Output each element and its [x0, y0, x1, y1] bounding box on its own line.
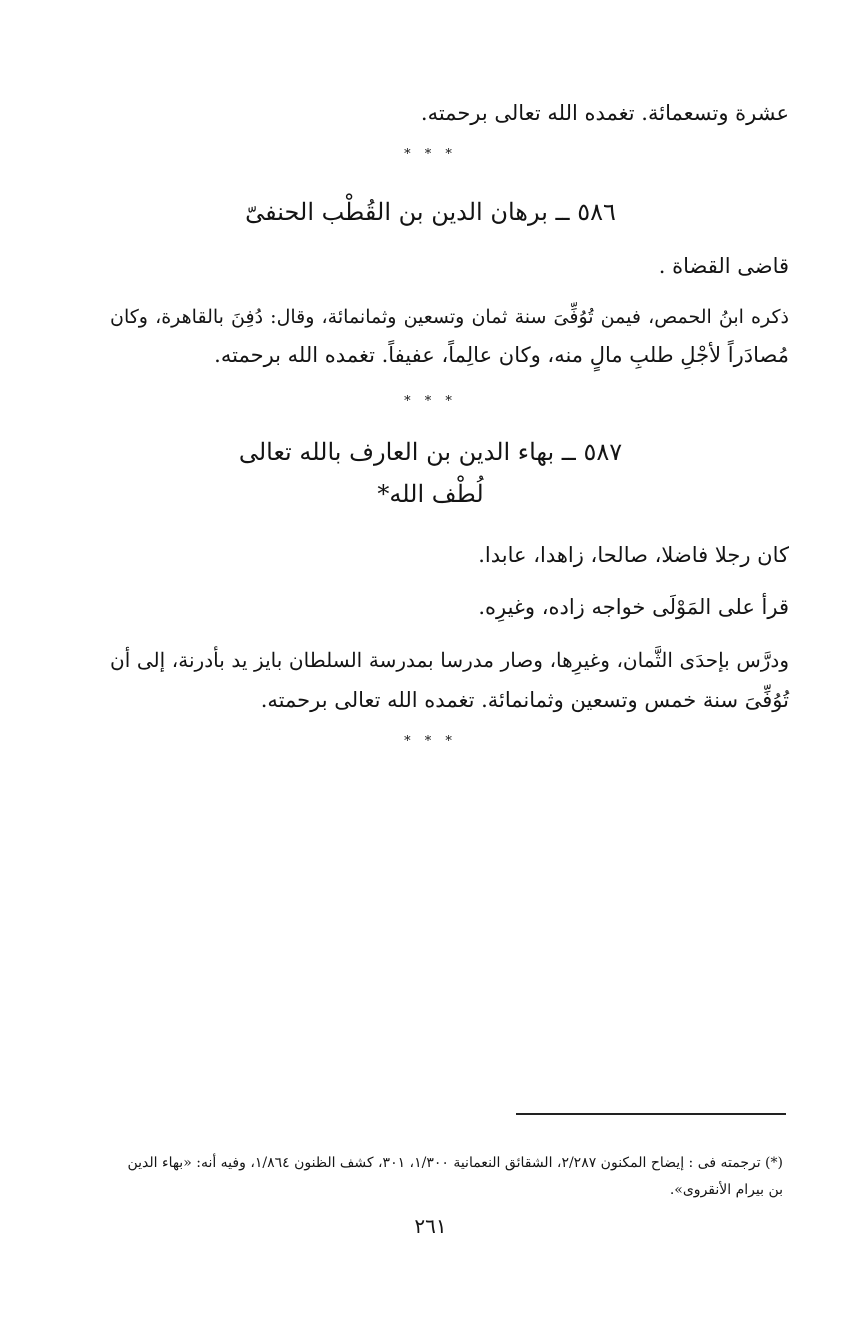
entry-587-paragraph-line-2: تُوُفِّىَ سنة خمس وتسعين وثمانمائة. تغمده الله تعالى برحمته. — [260, 688, 789, 712]
entry-586-paragraph-line-2: مُصادَراً لأجْلِ طلبِ مالٍ منه، وكان عالِماً، عفيفاً. تغمده الله برحمته. — [214, 343, 789, 367]
footnote-divider — [516, 1113, 786, 1115]
section-separator: * * * — [404, 394, 457, 409]
page-number: ٢٦١ — [414, 1214, 447, 1238]
entry-587-heading-line-1: ٥٨٧ ــ بهاء الدين بن العارف بالله تعالى — [238, 438, 623, 466]
entry-587-line-1: كان رجلا فاضلا، صالحا، زاهدا، عابدا. — [478, 543, 789, 567]
entry-587-line-2: قرأ على المَوْلَى خواجه زاده، وغيرِه. — [478, 595, 789, 619]
entry-586-paragraph-line-1: ذكره ابنُ الحمص، فيمن تُوُفِّىَ سنة ثمان وتسعين وثمانمائة، وقال: دُفِنَ بالقاهرة، وكان — [110, 306, 789, 328]
footnote-line-1: (*) ترجمته فى : إيضاح المكنون ٢/٢٨٧، الشقائق النعمانية ١/٣٠٠، ٣٠١، كشف الظنون ١/٨٦٤، وفيه أنه: «بهاء الدين — [127, 1155, 783, 1171]
entry-587-paragraph-line-1: ودرَّس بإحدَى الثَّمان، وغيرِها، وصار مدرسا بمدرسة السلطان بايز يد بأدرنة، إلى أن — [110, 648, 789, 672]
entry-587-heading-line-2: لُطْف الله* — [377, 480, 484, 508]
entry-586-title: قاضى القضاة . — [658, 254, 789, 278]
footnote-line-2: بن بيرام الأنقروى». — [669, 1182, 783, 1198]
intro-line: عشرة وتسعمائة. تغمده الله تعالى برحمته. — [420, 101, 789, 125]
section-separator: * * * — [404, 147, 457, 162]
section-separator: * * * — [404, 734, 457, 749]
entry-586-heading: ٥٨٦ ــ برهان الدين بن القُطْب الحنفىّ — [245, 198, 616, 226]
